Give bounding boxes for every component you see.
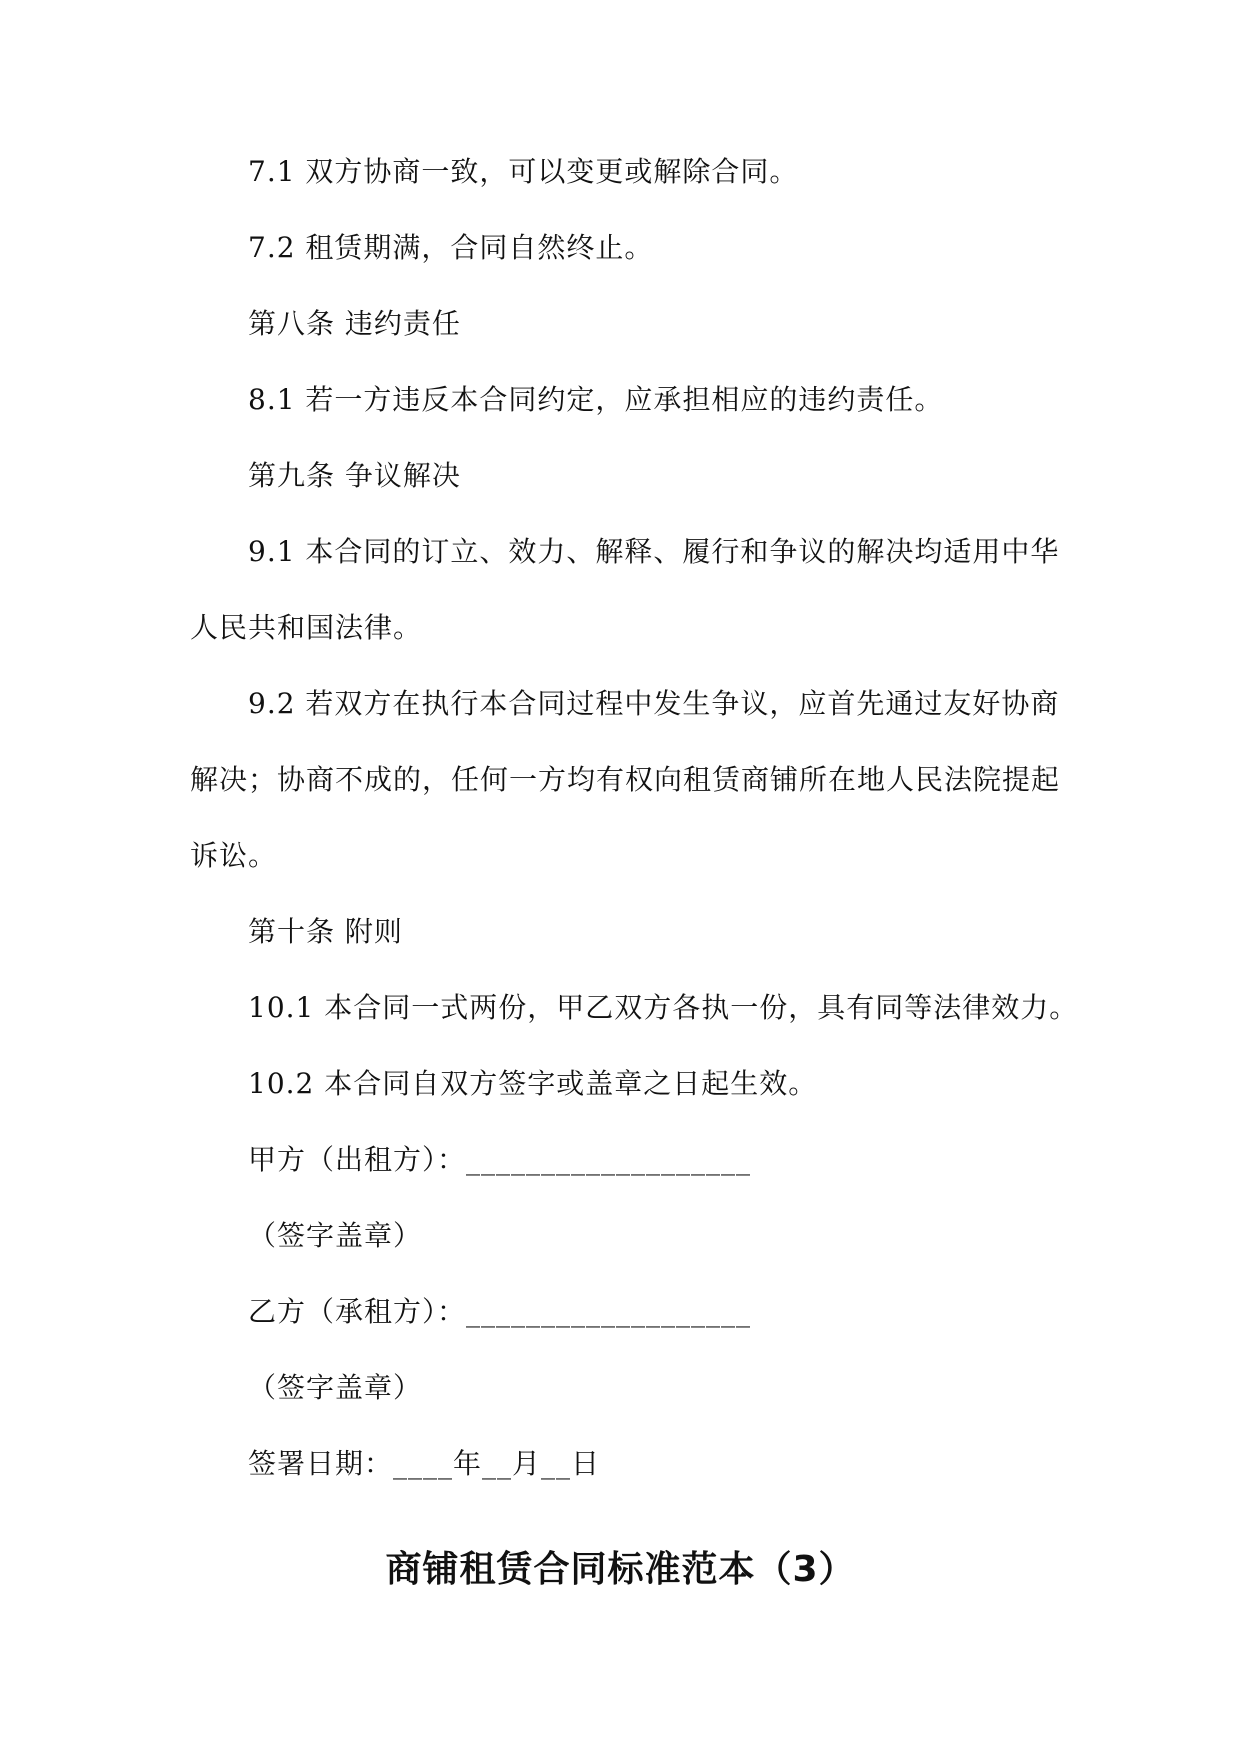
clause-7-1: 7.1 双方协商一致，可以变更或解除合同。	[248, 155, 799, 188]
next-document-title: 商铺租赁合同标准范本（3）	[385, 1549, 856, 1590]
clause-8-1: 8.1 若一方违反本合同约定，应承担相应的违约责任。	[248, 383, 944, 416]
clause-9-1-line-1: 9.1 本合同的订立、效力、解释、履行和争议的解决均适用中华	[248, 535, 1060, 568]
clause-9-2-line-3: 诉讼。	[190, 839, 278, 872]
article-8-heading: 第八条 违约责任	[248, 307, 461, 340]
party-b-seal-note: （签字盖章）	[248, 1371, 423, 1404]
signing-date-line: 签署日期：____年__月__日	[248, 1447, 601, 1480]
party-a-seal-note: （签字盖章）	[248, 1219, 423, 1252]
party-a-signature-line: 甲方（出租方）：___________________	[248, 1143, 752, 1176]
clause-9-2-line-2: 解决；协商不成的，任何一方均有权向租赁商铺所在地人民法院提起	[190, 763, 1061, 796]
clause-7-2: 7.2 租赁期满，合同自然终止。	[248, 231, 654, 264]
clause-9-1-line-2: 人民共和国法律。	[190, 611, 423, 644]
article-9-heading: 第九条 争议解决	[248, 459, 461, 492]
clause-9-2-line-1: 9.2 若双方在执行本合同过程中发生争议，应首先通过友好协商	[248, 687, 1060, 720]
article-10-heading: 第十条 附则	[248, 915, 403, 948]
clause-10-1: 10.1 本合同一式两份，甲乙双方各执一份，具有同等法律效力。	[248, 991, 1079, 1024]
clause-10-2: 10.2 本合同自双方签字或盖章之日起生效。	[248, 1067, 818, 1100]
party-b-signature-line: 乙方（承租方）：___________________	[248, 1295, 752, 1328]
